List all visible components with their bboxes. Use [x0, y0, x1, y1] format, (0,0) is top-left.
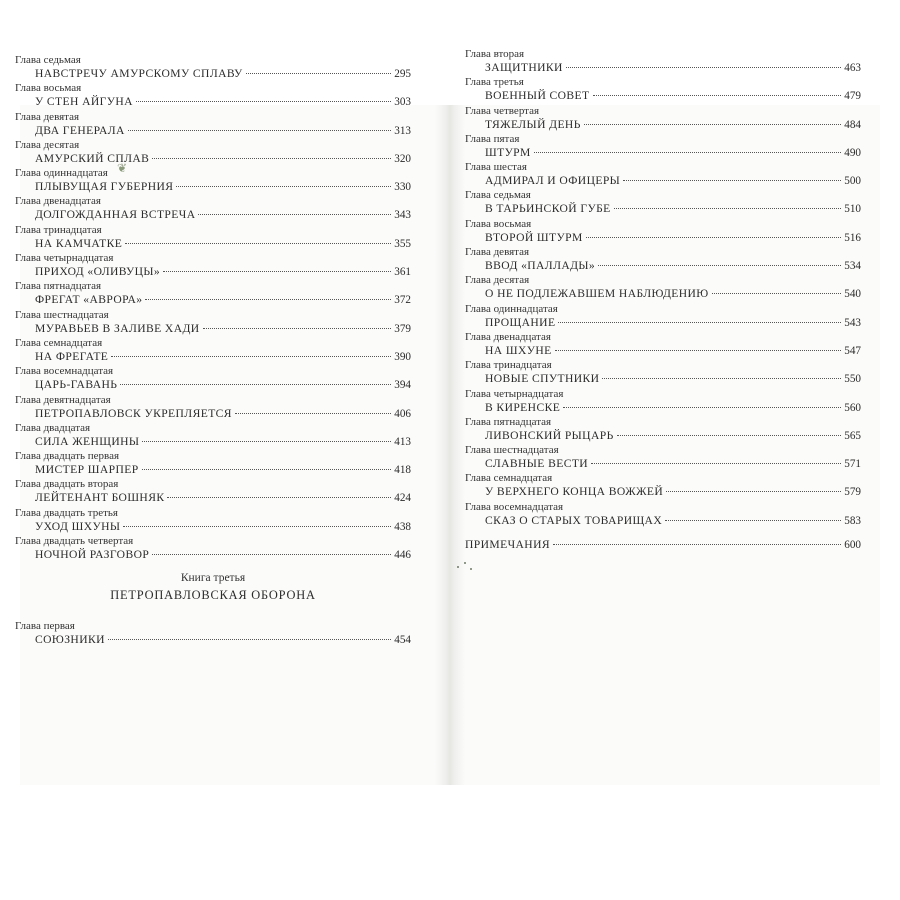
chapter-title: ПЛЫВУЩАЯ ГУБЕРНИЯ — [35, 180, 174, 194]
toc-entry[interactable] — [15, 252, 411, 280]
toc-entry[interactable] — [465, 444, 861, 472]
notes-page-number: 600 — [844, 539, 861, 552]
dot-leader — [128, 130, 391, 131]
dot-leader — [566, 67, 841, 68]
book-heading — [15, 571, 411, 604]
toc-entry[interactable] — [15, 111, 411, 139]
dot-leader — [602, 378, 841, 379]
page-number: 571 — [844, 458, 861, 471]
chapter-title: ШТУРМ — [485, 145, 531, 159]
dot-leader — [142, 441, 391, 442]
chapter-label: Глава двенадцатая — [15, 195, 101, 208]
chapter-label: Глава шестая — [465, 161, 527, 174]
chapter-title: НА КАМЧАТКЕ — [35, 236, 123, 250]
dot-leader — [246, 73, 392, 74]
dot-leader — [145, 299, 391, 300]
chapter-title-line — [465, 258, 861, 273]
chapter-label: Глава пятая — [465, 132, 520, 145]
chapter-title-line — [15, 236, 411, 251]
page-number: 550 — [844, 373, 861, 386]
chapter-title: ПЕТРОПАВЛОВСК УКРЕПЛЯЕТСЯ — [35, 406, 232, 420]
toc-entry[interactable] — [15, 309, 411, 337]
dot-leader — [614, 208, 842, 209]
chapter-title-line — [15, 207, 411, 222]
chapter-label: Глава третья — [465, 76, 524, 89]
dot-leader — [666, 491, 841, 492]
page-number: 463 — [844, 62, 861, 74]
page-number: 320 — [394, 152, 411, 165]
chapter-title-line — [465, 173, 861, 188]
chapter-title-line — [15, 406, 411, 421]
chapter-label: Глава двадцатая — [15, 421, 91, 434]
toc-notes-entry[interactable] — [465, 537, 861, 553]
chapter-title: МИСТЕР ШАРПЕР — [35, 463, 139, 477]
chapter-title-line — [15, 66, 411, 81]
dot-leader — [665, 520, 841, 521]
dot-leader — [591, 463, 841, 464]
chapter-title: ВТОРОЙ ШТУРМ — [485, 230, 583, 244]
chapter-label: Глава тринадцатая — [465, 359, 552, 372]
chapter-title-line — [15, 490, 411, 505]
chapter-title: СИЛА ЖЕНЩИНЫ — [35, 434, 140, 448]
dot-leader — [152, 158, 391, 159]
toc-entry[interactable] — [465, 501, 861, 529]
toc-entry[interactable] — [15, 365, 411, 393]
chapter-title: СКАЗ О СТАРЫХ ТОВАРИЩАХ — [485, 513, 663, 527]
dot-leader — [123, 526, 391, 527]
page-number: 565 — [844, 429, 861, 442]
toc-entry[interactable] — [15, 82, 411, 110]
page-number: 446 — [394, 549, 411, 562]
chapter-title: ЗАЩИТНИКИ — [485, 61, 563, 74]
toc-list-left-b — [15, 620, 411, 648]
chapter-title-line — [465, 88, 861, 103]
dot-leader — [623, 180, 841, 181]
chapter-label: Глава восьмая — [15, 82, 82, 95]
chapter-title: ПРОЩАНИЕ — [485, 315, 556, 329]
page-number: 361 — [394, 266, 411, 279]
page-number: 543 — [844, 316, 861, 329]
chapter-title: НОЧНОЙ РАЗГОВОР — [35, 548, 150, 562]
chapter-title-line — [465, 371, 861, 386]
toc-entry[interactable] — [15, 535, 411, 563]
chapter-title: ДВА ГЕНЕРАЛА — [35, 123, 125, 137]
chapter-title-line — [465, 456, 861, 471]
notes-title: ПРИМЕЧАНИЯ — [465, 538, 550, 552]
page-number: 438 — [394, 520, 411, 533]
dot-leader — [198, 214, 391, 215]
chapter-title-line — [15, 123, 411, 138]
page-number: 484 — [844, 118, 861, 131]
toc-entry[interactable] — [15, 167, 411, 195]
toc-list-right — [465, 48, 861, 529]
chapter-label: Глава девятая — [15, 110, 80, 123]
book-title: ПЕТРОПАВЛОВСКАЯ ОБОРОНА — [110, 588, 316, 603]
toc-entry[interactable] — [465, 331, 861, 359]
toc-entry[interactable] — [465, 472, 861, 500]
leaf-ornament-icon: ❦ — [117, 161, 128, 175]
page-number: 343 — [394, 209, 411, 222]
toc-entry[interactable] — [465, 246, 861, 274]
chapter-label: Глава четвертая — [465, 104, 540, 117]
chapter-title-line — [15, 264, 411, 279]
toc-list-left-a — [15, 54, 411, 563]
page-number: 379 — [394, 322, 411, 335]
page-number: 303 — [394, 96, 411, 109]
chapter-title-line — [15, 434, 411, 449]
toc-entry[interactable] — [15, 195, 411, 223]
chapter-title-line — [15, 377, 411, 392]
toc-entry[interactable] — [465, 105, 861, 133]
chapter-title: НА ШХУНЕ — [485, 343, 552, 357]
chapter-label: Глава шестнадцатая — [465, 444, 559, 457]
chapter-title-line — [15, 349, 411, 364]
chapter-label: Глава десятая — [465, 274, 530, 287]
dot-leader — [563, 407, 841, 408]
toc-entry[interactable] — [465, 274, 861, 302]
toc-entry[interactable] — [465, 388, 861, 416]
page-number: 583 — [844, 514, 861, 527]
chapter-title: ТЯЖЕЛЫЙ ДЕНЬ — [485, 117, 581, 131]
chapter-label: Глава тринадцатая — [15, 223, 102, 236]
dot-leader — [108, 639, 391, 640]
left-page — [15, 54, 411, 649]
chapter-title-line — [15, 151, 411, 166]
toc-entry[interactable] — [465, 416, 861, 444]
chapter-label: Глава одиннадцатая — [15, 167, 108, 180]
toc-entry[interactable] — [465, 133, 861, 161]
page-number: 534 — [844, 260, 861, 273]
book-label: Книга третья — [180, 572, 246, 585]
chapter-label: Глава двенадцатая — [465, 330, 551, 343]
dot-leader — [555, 350, 842, 351]
toc-entry[interactable] — [15, 507, 411, 535]
toc-entry[interactable] — [15, 422, 411, 450]
chapter-label: Глава четырнадцатая — [15, 252, 114, 265]
dot-leader — [125, 243, 391, 244]
chapter-title: ВОЕННЫЙ СОВЕТ — [485, 89, 590, 103]
dot-leader — [584, 124, 841, 125]
chapter-title-line — [15, 94, 411, 109]
toc-entry[interactable] — [465, 218, 861, 246]
chapter-title: НОВЫЕ СПУТНИКИ — [485, 372, 600, 386]
dot-leader — [558, 322, 841, 323]
dot-leader — [167, 497, 391, 498]
chapter-title-line — [465, 513, 861, 528]
chapter-title: АМУРСКИЙ СПЛАВ — [35, 151, 150, 165]
toc-entry[interactable] — [15, 394, 411, 422]
toc-entry[interactable] — [15, 224, 411, 252]
chapter-title: ВВОД «ПАЛЛАДЫ» — [485, 259, 596, 273]
chapter-title: НАВСТРЕЧУ АМУРСКОМУ СПЛАВУ — [35, 67, 243, 80]
chapter-title-line — [465, 286, 861, 301]
chapter-title: СЛАВНЫЕ ВЕСТИ — [485, 457, 589, 471]
dot-leader — [176, 186, 391, 187]
chapter-title: В КИРЕНСКЕ — [485, 400, 561, 414]
chapter-title: ЛЕЙТЕНАНТ БОШНЯК — [35, 491, 165, 505]
dot-leader — [120, 384, 391, 385]
chapter-title: ПРИХОД «ОЛИВУЦЫ» — [35, 265, 161, 279]
chapter-label: Глава четырнадцатая — [465, 387, 564, 400]
chapter-label: Глава восьмая — [465, 217, 532, 230]
chapter-title: О НЕ ПОДЛЕЖАВШЕМ НАБЛЮДЕНИЮ — [485, 287, 709, 301]
chapter-label: Глава восемнадцатая — [15, 365, 114, 378]
toc-entry[interactable] — [15, 337, 411, 365]
chapter-label: Глава первая — [15, 620, 75, 633]
chapter-title-line — [465, 400, 861, 415]
toc-entry[interactable] — [465, 359, 861, 387]
chapter-label: Глава девятая — [465, 246, 530, 259]
chapter-label: Глава седьмая — [15, 54, 81, 66]
page-number: 454 — [394, 634, 411, 647]
chapter-title-line — [15, 462, 411, 477]
dot-leader — [534, 152, 841, 153]
chapter-title-line — [465, 315, 861, 330]
chapter-title-line — [465, 428, 861, 443]
chapter-title: НА ФРЕГАТЕ — [35, 349, 109, 363]
chapter-title: У СТЕН АЙГУНА — [35, 95, 133, 109]
chapter-title-line — [15, 321, 411, 336]
page-number: 547 — [844, 344, 861, 357]
dot-leader — [111, 356, 391, 357]
chapter-title: ЛИВОНСКИЙ РЫЦАРЬ — [485, 428, 614, 442]
page-number: 490 — [844, 146, 861, 159]
chapter-title-line — [15, 519, 411, 534]
page-number: 540 — [844, 288, 861, 301]
chapter-title-line — [465, 145, 861, 160]
page-number: 313 — [394, 124, 411, 137]
toc-entry[interactable] — [15, 478, 411, 506]
page-number: 394 — [394, 379, 411, 392]
dot-leader — [203, 328, 392, 329]
dot-leader — [163, 271, 391, 272]
page-number: 516 — [844, 231, 861, 244]
page-number: 390 — [394, 350, 411, 363]
chapter-title: ЦАРЬ-ГАВАНЬ — [35, 378, 118, 392]
toc-entry[interactable] — [15, 450, 411, 478]
chapter-title: ФРЕГАТ «АВРОРА» — [35, 293, 143, 307]
chapter-label: Глава десятая — [15, 138, 80, 151]
dot-leader — [586, 237, 842, 238]
page-number: 330 — [394, 181, 411, 194]
chapter-title-line — [15, 292, 411, 307]
chapter-label: Глава пятнадцатая — [465, 415, 552, 428]
chapter-label: Глава восемнадцатая — [465, 500, 564, 513]
chapter-title-line — [465, 201, 861, 216]
chapter-title: В ТАРЬИНСКОЙ ГУБЕ — [485, 202, 611, 216]
page-number: 510 — [844, 203, 861, 216]
toc-entry[interactable] — [15, 139, 411, 167]
chapter-title-line — [465, 60, 861, 75]
chapter-label: Глава двадцать третья — [15, 506, 118, 519]
chapter-title-line — [15, 632, 411, 647]
dot-leader — [136, 101, 391, 102]
chapter-title: У ВЕРХНЕГО КОНЦА ВОЖЖЕЙ — [485, 485, 664, 499]
dot-leader — [152, 554, 391, 555]
chapter-label: Глава семнадцатая — [15, 336, 103, 349]
toc-entry[interactable] — [465, 48, 861, 76]
page-number: 500 — [844, 175, 861, 188]
chapter-title: ДОЛГОЖДАННАЯ ВСТРЕЧА — [35, 208, 196, 222]
paper-specks — [455, 560, 475, 572]
toc-entry[interactable] — [465, 303, 861, 331]
page-number: 406 — [394, 407, 411, 420]
toc-entry[interactable] — [465, 189, 861, 217]
chapter-label: Глава семнадцатая — [465, 472, 553, 485]
chapter-title-line — [465, 484, 861, 499]
page-number: 372 — [394, 294, 411, 307]
chapter-title: АДМИРАЛ И ОФИЦЕРЫ — [485, 174, 621, 188]
chapter-title: СОЮЗНИКИ — [35, 633, 105, 647]
right-page — [465, 48, 861, 553]
toc-entry[interactable] — [15, 54, 411, 82]
chapter-title: УХОД ШХУНЫ — [35, 519, 121, 533]
book-gutter — [435, 105, 465, 785]
chapter-title-line — [465, 343, 861, 358]
page-number: 295 — [394, 68, 411, 80]
dot-leader — [598, 265, 841, 266]
page-number: 355 — [394, 237, 411, 250]
chapter-title-line — [465, 117, 861, 132]
dot-leader — [712, 293, 842, 294]
toc-entry[interactable] — [15, 620, 411, 648]
chapter-label: Глава пятнадцатая — [15, 280, 102, 293]
toc-entry[interactable] — [465, 76, 861, 104]
toc-entry[interactable] — [465, 161, 861, 189]
chapter-label: Глава вторая — [465, 48, 525, 60]
page-number: 560 — [844, 401, 861, 414]
page-number: 418 — [394, 464, 411, 477]
page-number: 479 — [844, 90, 861, 103]
dot-leader — [553, 544, 841, 545]
page-number: 424 — [394, 492, 411, 505]
chapter-label: Глава девятнадцатая — [15, 393, 111, 406]
dot-leader — [593, 95, 842, 96]
toc-entry[interactable] — [15, 280, 411, 308]
page-number: 579 — [844, 486, 861, 499]
page-number: 413 — [394, 435, 411, 448]
chapter-label: Глава одиннадцатая — [465, 302, 558, 315]
chapter-label: Глава седьмая — [465, 189, 531, 202]
chapter-label: Глава двадцать первая — [15, 450, 120, 463]
dot-leader — [235, 413, 391, 414]
chapter-title: МУРАВЬЕВ В ЗАЛИВЕ ХАДИ — [35, 321, 200, 335]
chapter-title-line — [15, 179, 411, 194]
chapter-title-line — [15, 547, 411, 562]
chapter-label: Глава двадцать четвертая — [15, 535, 134, 548]
chapter-title-line — [465, 230, 861, 245]
dot-leader — [142, 469, 392, 470]
chapter-label: Глава двадцать вторая — [15, 478, 119, 491]
chapter-label: Глава шестнадцатая — [15, 308, 109, 321]
dot-leader — [617, 435, 842, 436]
